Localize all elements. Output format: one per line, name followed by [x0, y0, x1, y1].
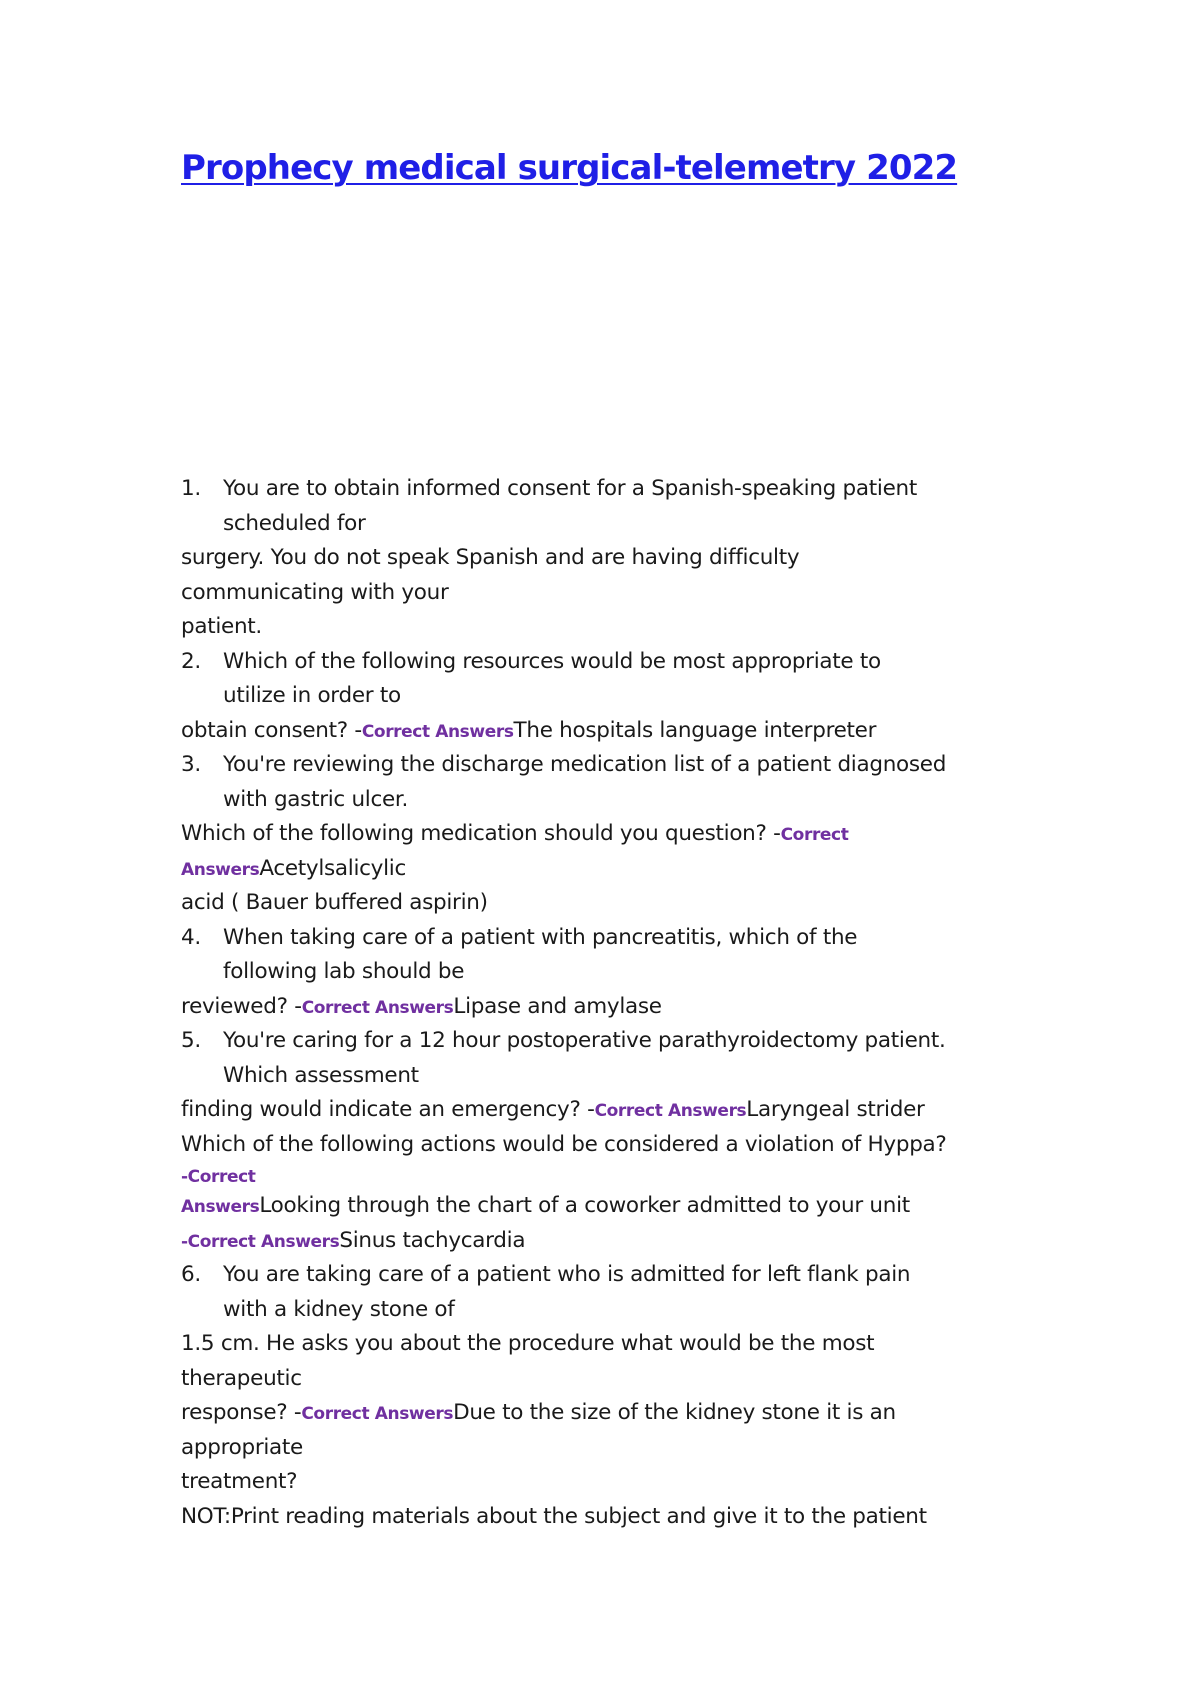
question-list [181, 472, 1061, 1534]
answer-line [181, 1224, 1061, 1259]
answer-text: acid ( Bauer buffered aspirin) [181, 890, 488, 915]
correct-answers-label: Correct Answers [361, 721, 514, 742]
answer-text: Sinus tachycardia [339, 1227, 526, 1253]
question-text: scheduled for [223, 510, 366, 536]
answer-text: Due to the size of the kidney stone it is an [453, 1400, 896, 1425]
answer-dash: - [181, 1231, 188, 1252]
answer-text: Looking through the chart of a coworker admitted to your unit [259, 1193, 910, 1218]
question-text: patient. [181, 614, 262, 639]
correct-answers-label: Correct Answers [187, 1231, 340, 1252]
list-item [181, 1258, 1061, 1293]
list-item [181, 472, 1061, 507]
item-number: 6. [181, 1262, 201, 1287]
correct-answers-label: Correct Answers [301, 1404, 454, 1424]
item-number: 3. [181, 752, 201, 777]
answer-text: Lipase and amylase [453, 993, 662, 1019]
answer-line [181, 1162, 1061, 1189]
answer-line [181, 990, 1061, 1025]
answer-line [181, 817, 1061, 852]
correct-answers-label: -Correct [181, 1167, 256, 1187]
answer-line [181, 852, 1061, 887]
answer-text: appropriate [181, 1434, 303, 1460]
correct-answers-label: Answers [181, 1197, 260, 1217]
answer-line [181, 714, 1061, 749]
question-text: You are taking care of a patient who is admitted for left flank pain [223, 1262, 911, 1287]
correct-answers-label: Correct Answers [594, 1101, 747, 1121]
question-text: Which of the following medication should you question? - [181, 821, 781, 846]
list-item [181, 748, 1061, 783]
list-item [181, 645, 1061, 680]
question-text: response? - [181, 1400, 302, 1425]
question-text: following lab should be [223, 959, 465, 984]
document-title-link[interactable]: Prophecy medical surgical-telemetry 2022 [181, 148, 958, 188]
list-item [181, 921, 1061, 956]
question-text: surgery. You do not speak Spanish and are having difficulty [181, 545, 800, 570]
question-text: with gastric ulcer. [223, 786, 409, 812]
answer-text: NOT:Print reading materials about the subject and give it to the patient [181, 1503, 927, 1529]
question-text: utilize in order to [223, 683, 401, 708]
question-text: Which of the following resources would be most appropriate to [223, 648, 881, 674]
question-text: obtain consent? - [181, 717, 362, 743]
correct-answers-label: Correct [780, 825, 849, 845]
question-text: therapeutic [181, 1365, 302, 1391]
question-text: finding would indicate an emergency? - [181, 1097, 595, 1122]
item-number: 4. [181, 924, 201, 950]
answer-line [181, 1189, 1061, 1224]
list-item [181, 1024, 1061, 1059]
question-text: with a kidney stone of [223, 1296, 455, 1322]
answer-text: Laryngeal strider [746, 1097, 925, 1122]
question-text: You're reviewing the discharge medication list of a patient diagnosed [223, 752, 947, 777]
question-text: Which assessment [223, 1062, 419, 1088]
item-number: 1. [181, 476, 201, 501]
correct-answers-label: Answers [181, 859, 260, 880]
answer-text: Acetylsalicylic [259, 855, 406, 881]
answer-text: The hospitals language interpreter [513, 717, 877, 743]
question-text: communicating with your [181, 579, 449, 605]
item-number: 5. [181, 1028, 201, 1053]
correct-answers-label: Correct Answers [301, 997, 454, 1018]
answer-text: treatment? [181, 1469, 298, 1494]
answer-line [181, 1093, 1061, 1128]
question-text: When taking care of a patient with pancreatitis, which of the [223, 924, 858, 950]
answer-line [181, 1396, 1061, 1431]
question-text: You're caring for a 12 hour postoperative parathyroidectomy patient. [223, 1028, 946, 1053]
question-text: reviewed? - [181, 993, 302, 1019]
question-text: You are to obtain informed consent for a Spanish-speaking patient [223, 476, 917, 501]
question-text: 1.5 cm. He asks you about the procedure what would be the most [181, 1331, 875, 1356]
question-text: Which of the following actions would be considered a violation of Hyppa? [181, 1131, 947, 1157]
item-number: 2. [181, 648, 201, 674]
